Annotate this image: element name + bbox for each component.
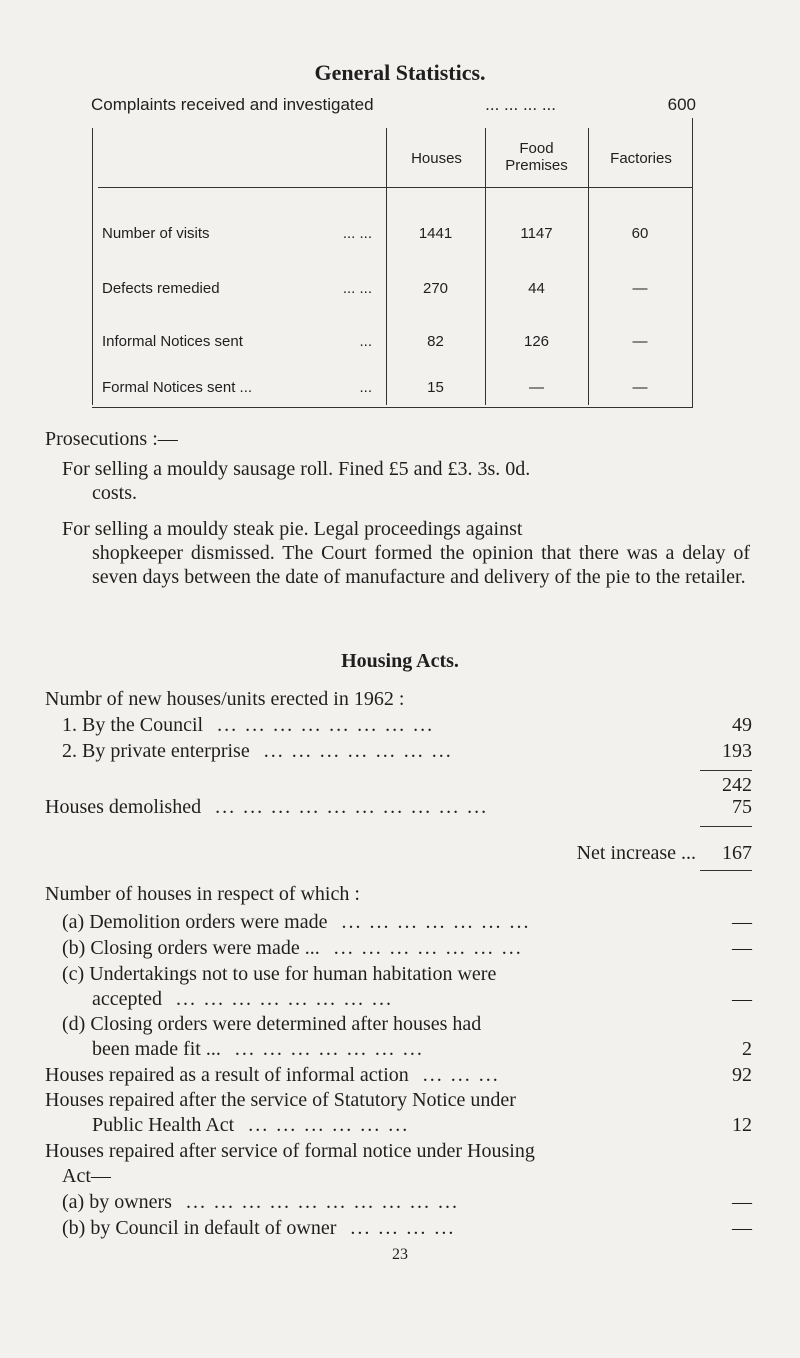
header-food-premises: Food Premises (505, 140, 568, 174)
table-cell: — (632, 333, 648, 350)
list-item: Act— (62, 1165, 111, 1187)
table-cell: 82 (427, 333, 444, 350)
list-item: been made fit ... ... ... ... ... ... ... ... 2 (92, 1038, 752, 1060)
table-cell: 270 (422, 280, 449, 297)
table-cell: 44 (528, 280, 545, 297)
table-row-label: Formal Notices sent ... ... (102, 379, 372, 396)
table-cell: 15 (427, 379, 444, 396)
housing-acts-title: Housing Acts. (341, 650, 459, 672)
list-item: 1. By the Council ... ... ... ... ... ... ... ... 49 (62, 714, 752, 736)
list-item: (d) Closing orders were determined after houses had (62, 1013, 482, 1035)
page-number: 23 (392, 1246, 408, 1263)
respect-intro: Number of houses in respect of which : (45, 883, 360, 905)
list-item: Public Health Act ... ... ... ... ... ... 12 (92, 1114, 752, 1136)
table-cell: 60 (631, 225, 649, 242)
table-row-label: Defects remedied ... ... (102, 280, 372, 297)
list-item: (a) by owners ... ... ... ... ... ... ... ... ... ... — (62, 1191, 752, 1213)
table-cell: 126 (523, 333, 550, 350)
list-item: (b) by Council in default of owner ... ... ... ... — (62, 1217, 752, 1239)
statistics-table (88, 118, 693, 408)
table-cell: — (529, 379, 544, 396)
complaints-label: Complaints received and investigated (91, 95, 374, 114)
header-houses: Houses (411, 150, 462, 167)
housing-intro: Numbr of new houses/units erected in 1962 : (45, 688, 405, 710)
complaints-dots: ... ... ... ... (485, 95, 557, 114)
prosecutions-heading: Prosecutions :— (45, 428, 178, 450)
table-cell: — (632, 379, 648, 396)
table-cell: — (632, 280, 648, 297)
list-item: Houses demolished ... ... ... ... ... ... ... ... ... ... 75 (45, 796, 752, 818)
table-cell: 1441 (418, 225, 453, 242)
table-cell: 1147 (520, 225, 553, 242)
header-factories: Factories (610, 150, 672, 167)
prosecution-item: For selling a mouldy sausage roll. Fined £5 and £3. 3s. 0d. costs. (62, 458, 531, 504)
table-row-label: Number of visits ... ... (102, 225, 372, 242)
complaints-value: 600 (667, 95, 696, 114)
list-item: Houses repaired as a result of informal action ... ... ... 92 (45, 1064, 752, 1086)
table-row-label: Informal Notices sent ... (102, 333, 372, 350)
list-item: (a) Demolition orders were made ... ... ... ... ... ... ... — (62, 911, 752, 933)
prosecution-item: For selling a mouldy steak pie. Legal proceedings against shopkeeper dismissed. The Court formed the opinion that there was a delay of seven days between the date of manufacture and delivery of the pie to the retailer. (62, 518, 750, 588)
list-item: (b) Closing orders were made ... ... ... ... ... ... ... ... — (62, 937, 752, 959)
list-item: accepted ... ... ... ... ... ... ... ... — (92, 988, 752, 1010)
list-item: Houses repaired after service of formal notice under Housing (45, 1140, 535, 1162)
subtotal: 242 (722, 774, 752, 796)
net-increase: Net increase ... 167 (576, 842, 752, 864)
list-item: (c) Undertakings not to use for human habitation were (62, 963, 497, 985)
page-title: General Statistics. (314, 60, 486, 85)
list-item: Houses repaired after the service of Statutory Notice under (45, 1089, 516, 1111)
complaints-line (91, 95, 696, 115)
list-item: 2. By private enterprise ... ... ... ... ... ... ... 193 (62, 740, 752, 762)
